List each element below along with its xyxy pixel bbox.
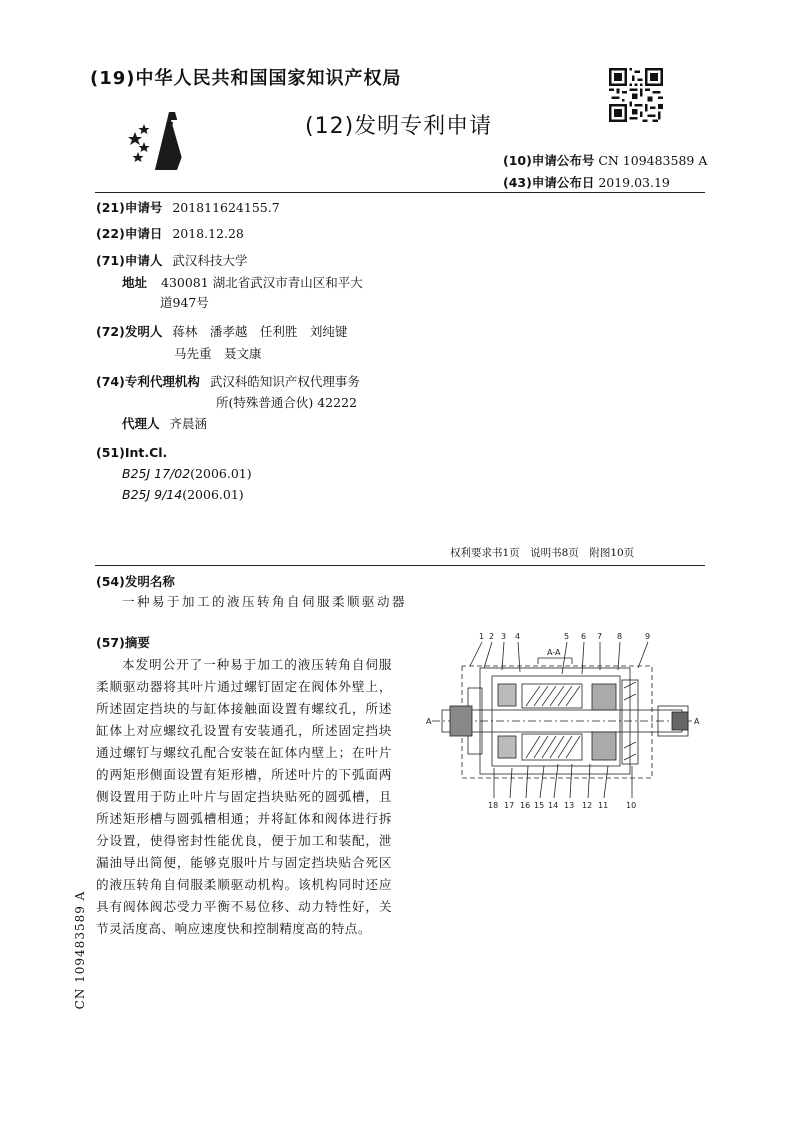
ipc-code: B25J 9/14 [122, 487, 183, 502]
drawing-label: 5 [564, 632, 570, 641]
invention-title-label: (54)发明名称 [96, 574, 175, 589]
inventors-line2: 马先重 聂文康 [174, 346, 262, 361]
drawing-label: 6 [581, 632, 587, 641]
applicant-label: (71)申请人 [96, 253, 163, 268]
address-label: 地址 [122, 275, 148, 290]
ipc-entry [122, 485, 244, 505]
side-publication-number [68, 890, 92, 1010]
abstract-drawing [422, 628, 712, 813]
side-publication-number-text: CN 109483589 A [73, 890, 87, 1010]
inventors [96, 322, 347, 342]
filing-date [96, 224, 244, 244]
ipc-year: (2006.01) [182, 487, 244, 502]
ipc-year: (2006.01) [190, 466, 252, 481]
publication-number-label: (10)申请公布号 [503, 153, 595, 168]
drawing-label: 7 [597, 632, 603, 641]
address-line2: 道947号 [160, 295, 209, 310]
drawing-label: 2 [489, 632, 495, 641]
inventors-line1: 蒋林 潘孝越 任利胜 刘纯键 [172, 324, 348, 339]
publication-date-label: (43)申请公布日 [503, 175, 595, 190]
application-number-label: (21)申请号 [96, 200, 163, 215]
agent-label: 代理人 [122, 416, 160, 431]
ipc-entry [122, 464, 252, 484]
publication-date [503, 173, 670, 191]
applicant-value: 武汉科技大学 [172, 253, 248, 268]
drawing-label: A-A [547, 648, 561, 657]
ipc-label-text: (51)Int.Cl. [96, 445, 168, 460]
patent-agency-line2: 所(特殊普通合伙) 42222 [216, 395, 357, 410]
qr-code [609, 68, 663, 122]
invention-title: 一种易于加工的液压转角自伺服柔顺驱动器 [122, 594, 408, 609]
drawing-label: A [694, 717, 700, 726]
patent-agency-line1: 武汉科皓知识产权代理事务 [209, 374, 360, 389]
drawing-label: 15 [534, 801, 545, 810]
ipc-label [96, 443, 167, 463]
applicant [96, 251, 247, 271]
patent-agency-label: (74)专利代理机构 [96, 374, 200, 389]
drawing-label: 16 [520, 801, 531, 810]
drawing-label: 18 [488, 801, 499, 810]
inventors-label: (72)发明人 [96, 324, 163, 339]
agent-value: 齐晨涵 [169, 416, 208, 431]
publication-date-value: 2019.03.19 [598, 175, 670, 190]
drawing-label: 3 [501, 632, 507, 641]
publication-number [503, 151, 707, 169]
ipc-code: B25J 17/02 [122, 466, 191, 481]
drawing-label: 9 [645, 632, 651, 641]
drawing-label: 11 [598, 801, 609, 810]
drawing-label: 13 [564, 801, 575, 810]
abstract-text: 本发明公开了一种易于加工的液压转角自伺服柔顺驱动器将其叶片通过螺钉固定在阀体外壁上，所述固定挡块的与缸体接触面设置有螺纹孔，所述缸体上对应螺纹孔设置有安装通孔，所述固定挡块通过螺钉与螺纹孔配合安装在缸体内壁上；在叶片的两矩形侧面设置有矩形槽，所述叶片的下弧面两侧设置用于防止叶片与固定挡块贴死的圆弧槽，且所述矩形槽与圆弧槽相通；并将缸体和阀体进行拆分设置，使得密封性能优良，便于加工和装配，泄漏油导出简便，能够克服叶片与固定挡块贴合死区的液压转角自伺服柔顺驱动机构。该机构同时还应具有阀体阀芯受力平衡不易位移、动力特性好，关节灵活度高、响应速度快和控制精度高的特点。 [96, 657, 392, 936]
filing-date-label: (22)申请日 [96, 226, 163, 241]
drawing-label: 10 [626, 801, 637, 810]
address [122, 273, 363, 293]
drawing-label: A [426, 717, 432, 726]
drawing-label: 12 [582, 801, 593, 810]
abstract-label: (57)摘要 [96, 635, 150, 650]
office-name: (19)中华人民共和国国家知识产权局 [90, 68, 402, 89]
drawing-label: 14 [548, 801, 559, 810]
address-line1: 430081 湖北省武汉市青山区和平大 [161, 275, 363, 290]
drawing-label: 4 [515, 632, 521, 641]
publication-number-value: CN 109483589 A [598, 153, 708, 168]
cnipa-logo [125, 104, 205, 176]
filing-date-value: 2018.12.28 [172, 226, 244, 241]
agent [122, 414, 207, 434]
application-number-value: 201811624155.7 [172, 200, 280, 215]
document-type-title: (12)发明专利申请 [305, 114, 493, 139]
patent-agency [96, 372, 360, 392]
body-divider [95, 565, 705, 566]
drawing-label: 1 [479, 632, 485, 641]
page-counts: 权利要求书1页 说明书8页 附图10页 [450, 547, 635, 559]
application-number [96, 198, 280, 218]
drawing-label: 8 [617, 632, 623, 641]
header-divider [95, 192, 705, 193]
drawing-label: 17 [504, 801, 515, 810]
